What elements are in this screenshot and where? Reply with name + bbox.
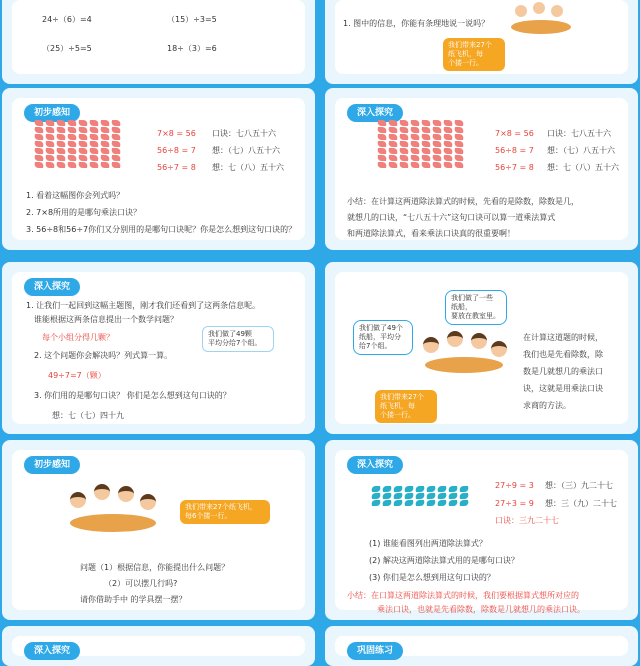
paper-plane-icon [425,493,437,499]
paper-plane-icon [425,500,437,506]
paper-plane-icon [387,127,399,133]
question: 1. 图中的信息，你能有条理地说一说吗？ [343,19,490,28]
paper-plane-icon [431,148,443,154]
paper-plane-icon [436,500,448,506]
equation-1: 24÷（6）=4 [42,15,92,24]
slide-6-card [335,272,628,424]
equation-3: （25）÷5=5 [42,44,92,53]
paper-plane-icon [403,493,415,499]
paper-plane-icon [398,162,410,168]
kou-2: 想：三（九）二十七 [545,499,617,508]
summary-1: 小结：在计算这两道除法算式的时候，先看的是除数，除数是几， [347,197,579,206]
slide-3 [2,88,315,250]
paper-plane-icon [447,500,459,506]
paper-plane-icon [376,120,388,126]
question-1: (1) 谁能看图列出两道除法算式？ [369,539,487,548]
paper-plane-icon [420,162,432,168]
paper-plane-icon [398,127,410,133]
equation-2: （15）÷3=5 [167,15,217,24]
explain-3: 数是几就想几的乘法口 [523,367,603,376]
paper-plane-icon [99,127,111,133]
paper-plane-icon [44,141,56,147]
paper-plane-icon [442,162,454,168]
paper-plane-icon [33,162,45,168]
paper-plane-icon [88,148,100,154]
paper-plane-icon [33,155,45,161]
paper-plane-icon [398,148,410,154]
explain-4: 诀，这就是用乘法口诀 [523,384,603,393]
kou-1: 口诀：七八五十六 [212,129,276,138]
explain-2: 我们也是先看除数，除 [523,350,603,359]
slide-9 [2,626,315,666]
paper-plane-icon [66,148,78,154]
paper-plane-icon [77,155,89,161]
paper-plane-icon [66,141,78,147]
line-1: 1. 让我们一起回到这幅主题图，刚才我们还看到了这两条信息呢。 [26,301,261,310]
slide-5 [2,262,315,434]
paper-plane-icon [453,155,465,161]
paper-plane-icon [381,493,393,499]
paper-plane-icon [370,486,382,492]
paper-plane-icon [425,486,437,492]
paper-plane-icon [442,155,454,161]
paper-plane-icon [44,134,56,140]
kou-3: 想：七（八）五十六 [547,163,619,172]
paper-plane-grid [34,120,121,168]
paper-plane-icon [409,134,421,140]
paper-plane-icon [88,141,100,147]
equation-4: 18÷（3）=6 [167,44,217,53]
line-6: 3. 你们用的是哪句口诀？ 你们是怎么想到这句口诀的？ [34,391,231,400]
slide-9-card [12,636,305,656]
paper-plane-icon [431,127,443,133]
paper-plane-icon [110,162,122,168]
paper-plane-icon [55,155,67,161]
line-7: 想：七（七）四十九 [52,411,124,420]
paper-plane-icon [99,155,111,161]
paper-plane-icon [409,120,421,126]
explain-1: 在计算这道题的时候， [523,333,603,342]
paper-plane-icon [99,162,111,168]
paper-plane-icon [370,493,382,499]
paper-plane-icon [77,148,89,154]
question-2: (2) 解决这两道除法算式用的是哪句口诀？ [369,556,519,565]
paper-plane-icon [77,141,89,147]
equation-div-8: 56÷8 = 7 [495,146,534,155]
summary-1: 小结：在口算这两道除法算式的时候，我们要根据算式想所对应的 [347,591,579,600]
paper-plane-icon [55,148,67,154]
paper-plane-icon [442,120,454,126]
paper-plane-icon [110,148,122,154]
paper-plane-icon [110,155,122,161]
kou-3: 想：七（八）五十六 [212,163,284,172]
slide-4-card [335,98,628,240]
paper-plane-icon [55,127,67,133]
paper-plane-icon [442,148,454,154]
paper-plane-icon [44,162,56,168]
paper-plane-icon [55,141,67,147]
paper-plane-icon [66,134,78,140]
paper-plane-icon [99,148,111,154]
info-bubble: 我们做了49颗 平均分给7个组。 [202,326,274,352]
paper-plane-icon [66,120,78,126]
paper-plane-icon [77,120,89,126]
paper-plane-icon [409,148,421,154]
equation-div-9: 27÷9 = 3 [495,481,534,490]
paper-plane-icon [392,493,404,499]
paper-plane-icon [442,127,454,133]
paper-plane-icon [44,127,56,133]
paper-plane-icon [99,120,111,126]
slide-2 [325,0,638,84]
section-tag: 深入探究 [24,642,80,660]
equation-mult: 7×8 = 56 [157,129,196,138]
paper-plane-grid [377,120,464,168]
paper-plane-icon [376,155,388,161]
paper-plane-icon [387,134,399,140]
paper-plane-icon [110,120,122,126]
paper-plane-icon [398,155,410,161]
paper-plane-icon [458,500,470,506]
kou-main: 口诀：三九二十七 [495,516,559,525]
paper-plane-icon [44,155,56,161]
paper-plane-icon [376,127,388,133]
paper-plane-icon [398,120,410,126]
paper-plane-icon [414,493,426,499]
summary-2: 乘法口诀，也就是先看除数，除数是几就想几的乘法口诀。 [377,605,585,614]
paper-plane-icon [453,134,465,140]
question-2: （2）可以摆几行吗? [104,579,178,588]
paper-plane-icon [447,493,459,499]
paper-plane-icon [453,127,465,133]
paper-plane-icon [431,155,443,161]
paper-plane-bubble: 我们带来27个 纸飞机，每 个搂一行。 [443,38,505,71]
paper-plane-icon [387,148,399,154]
paper-plane-icon [381,500,393,506]
paper-plane-icon [33,127,45,133]
paper-plane-icon [442,134,454,140]
paper-plane-icon [392,500,404,506]
slide-8 [325,440,638,620]
boat-count-bubble: 我们做了49个 纸船，平均分 给7个组。 [353,320,413,355]
paper-plane-icon [392,486,404,492]
paper-plane-grid [371,486,469,506]
section-tag: 巩固练习 [347,642,403,660]
paper-plane-icon [420,155,432,161]
paper-plane-icon [110,127,122,133]
paper-plane-icon [33,141,45,147]
slide-7-card [12,450,305,610]
equation-div-7: 56÷7 = 8 [157,163,196,172]
section-tag: 深入探究 [347,104,403,122]
paper-plane-icon [431,141,443,147]
question-3: (3) 你们是怎么想到用这句口诀的？ [369,573,495,582]
paper-plane-icon [431,120,443,126]
paper-plane-icon [370,500,382,506]
explain-5: 求商的方法。 [523,401,571,410]
slide-10-card [335,636,628,656]
paper-plane-icon [33,120,45,126]
slide-1 [2,0,315,84]
paper-plane-icon [447,486,459,492]
paper-plane-icon [110,141,122,147]
slide-10 [325,626,638,666]
paper-plane-icon [381,486,393,492]
line-4: 2. 这个问题你会解决吗？列式算一算。 [34,351,173,360]
slide-3-card [12,98,305,240]
paper-plane-icon [376,148,388,154]
paper-plane-icon [403,486,415,492]
paper-plane-icon [420,141,432,147]
paper-plane-icon [88,120,100,126]
paper-plane-icon [44,148,56,154]
paper-plane-icon [431,162,443,168]
paper-plane-icon [88,134,100,140]
paper-plane-icon [77,134,89,140]
paper-plane-icon [55,134,67,140]
equation-mult: 7×8 = 56 [495,129,534,138]
paper-plane-icon [420,148,432,154]
paper-plane-icon [420,134,432,140]
boat-bubble: 我们做了一些 纸船， 要放在教室里。 [445,290,507,325]
paper-plane-icon [409,127,421,133]
section-tag: 初步感知 [24,456,80,474]
paper-plane-icon [436,493,448,499]
kou-1: 口诀：七八五十六 [547,129,611,138]
paper-plane-icon [458,493,470,499]
paper-plane-icon [77,127,89,133]
paper-plane-icon [442,141,454,147]
kou-2: 想：（七）八五十六 [212,146,280,155]
paper-plane-icon [387,141,399,147]
paper-plane-icon [458,486,470,492]
paper-plane-icon [420,120,432,126]
paper-plane-icon [420,127,432,133]
paper-plane-icon [376,162,388,168]
paper-plane-icon [55,120,67,126]
paper-plane-icon [88,127,100,133]
children-illustration [415,327,510,382]
slide-2-card [335,0,628,74]
children-illustration [62,478,162,540]
paper-plane-icon [387,155,399,161]
paper-plane-icon [66,127,78,133]
question-1: 1. 看着这幅图你会列式吗？ [26,191,125,200]
slide-7 [2,440,315,620]
paper-plane-icon [77,162,89,168]
paper-plane-icon [66,162,78,168]
paper-plane-icon [414,500,426,506]
equation-div-8: 56÷8 = 7 [157,146,196,155]
question-1: 问题（1）根据信息，你能提出什么问题？ [80,563,230,572]
paper-plane-icon [33,134,45,140]
paper-plane-icon [44,120,56,126]
question-red: 每个小组分得几颗？ [42,333,114,342]
paper-plane-icon [99,134,111,140]
paper-plane-icon [431,134,443,140]
paper-plane-icon [99,141,111,147]
paper-plane-icon [66,155,78,161]
paper-plane-icon [376,134,388,140]
paper-plane-bubble: 我们带来27个 纸飞机，每 个搂一行。 [375,390,437,423]
paper-plane-icon [436,486,448,492]
paper-plane-icon [453,120,465,126]
paper-plane-icon [398,134,410,140]
paper-plane-icon [414,486,426,492]
kou-1: 想：（三）九二十七 [545,481,613,490]
paper-plane-icon [88,162,100,168]
slide-8-card [335,450,628,614]
kou-2: 想：（七）八五十六 [547,146,615,155]
slide-4 [325,88,638,250]
paper-plane-icon [110,134,122,140]
paper-plane-bubble: 我们带来27个纸飞机， 每6个搂一行。 [180,500,270,524]
paper-plane-icon [453,141,465,147]
paper-plane-icon [453,162,465,168]
question-3: 请你借助手中 的学具摆一摆？ [80,595,187,604]
equation-div-3: 27÷3 = 9 [495,499,534,508]
paper-plane-icon [409,162,421,168]
section-tag: 初步感知 [24,104,80,122]
paper-plane-icon [387,120,399,126]
paper-plane-icon [88,155,100,161]
slide-1-card [12,0,305,74]
paper-plane-icon [33,148,45,154]
paper-plane-icon [376,141,388,147]
question-3: 3. 56÷8和56÷7你们又分别用的是哪句口诀呢？你是怎么想到这句口诀的？ [26,225,297,234]
summary-3: 和两道除法算式，看来乘法口诀真的很重要啊！ [347,229,515,238]
paper-plane-icon [403,500,415,506]
line-2: 谁能根据这两条信息提出一个数学问题？ [34,315,178,324]
question-2: 2. 7×8所用的是哪句乘法口诀？ [26,208,142,217]
paper-plane-icon [55,162,67,168]
slide-5-card [12,272,305,424]
summary-2: 就想几的口诀，“七八五十六”这句口诀可以算一道乘法算式 [347,213,556,222]
paper-plane-icon [453,148,465,154]
slide-6 [325,262,638,434]
equation-div-7: 56÷7 = 8 [495,163,534,172]
paper-plane-icon [387,162,399,168]
children-illustration [507,0,577,40]
section-tag: 深入探究 [24,278,80,296]
section-tag: 深入探究 [347,456,403,474]
paper-plane-icon [409,155,421,161]
paper-plane-icon [409,141,421,147]
paper-plane-icon [398,141,410,147]
answer-red: 49÷7=7（颗） [48,371,106,380]
